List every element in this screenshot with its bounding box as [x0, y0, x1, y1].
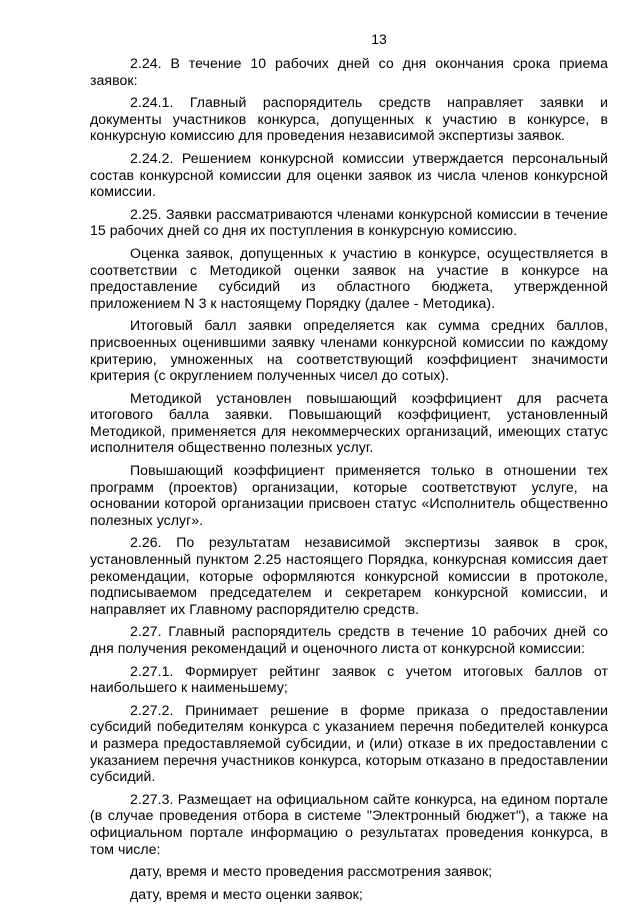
paragraph-2-27-2: 2.27.2. Принимает решение в форме приказа о предоставлении субсидий победителям конкурса с указанием перечня победителей конкурса и размера предоставляемой субсидии, и (или) отказе в их предоставлении с указанием перечня участников конкурса, которым отказано в предоставлении субсидий. — [90, 701, 608, 785]
paragraph-methodology-coefficient: Методикой установлен повышающий коэффициент для расчета итогового балла заявки. Повышающий коэффициент, установленный Методикой, применяется для некоммерческих организаций, имеющих статус исполнителя общественно полезных услуг. — [90, 389, 608, 456]
paragraph-2-27: 2.27. Главный распорядитель средств в течение 10 рабочих дней со дня получения рекомендаций и оценочного листа от конкурсной комиссии: — [90, 623, 608, 656]
paragraph-2-25: 2.25. Заявки рассматриваются членами конкурсной комиссии в течение 15 рабочих дней со дня их поступления в конкурсную комиссию. — [90, 205, 608, 239]
paragraph-evaluation: Оценка заявок, допущенных к участию в конкурсе, осуществляется в соответствии с Методикой оценки заявок на участие в конкурсе на предоставление субсидий из областного бюджета, утвержденной приложением N 3 к настоящему Порядку (далее - Методика). — [90, 244, 608, 311]
paragraph-coefficient-application: Повышающий коэффициент применяется только в отношении тех программ (проектов) организации, которые соответствуют услуге, на основании которой организации присвоен статус «Исполнитель общественно полезных услуг». — [90, 462, 608, 528]
list-item-evaluation-date: дату, время и место оценки заявок; — [130, 885, 363, 902]
paragraph-2-27-3: 2.27.3. Размещает на официальном сайте конкурса, на едином портале (в случае проведения отбора в системе "Электронный бюджет"), а также на официальном портале информацию о результатах проведения конкурса, в том числе: — [90, 790, 608, 857]
page-number: 13 — [371, 31, 387, 47]
paragraph-2-26: 2.26. По результатам независимой экспертизы заявок в срок, установленный пунктом 2.25 настоящего Порядка, конкурсная комиссия дает рекомендации, которые оформляются конкурсной комиссии в протоколе, подписываемом председателем и секретарем конкурсной комиссии, и направляет их Главному распорядителю средств. — [90, 534, 608, 617]
paragraph-2-24-1: 2.24.1. Главный распорядитель средств направляет заявки и документы участников конкурса, допущенных к участию в конкурсе, в конкурсную комиссию для проведения независимой экспертизы заявок. — [90, 94, 608, 144]
paragraph-2-24: 2.24. В течение 10 рабочих дней со дня окончания срока приема заявок: — [90, 55, 608, 88]
paragraph-final-score: Итоговый балл заявки определяется как сумма средних баллов, присвоенных оценившими заявку членами конкурсной комиссии по каждому критерию, умноженных на соответствующий коэффициент значимости критерия (с округлением полученных чисел до сотых). — [90, 317, 608, 384]
paragraph-2-27-1: 2.27.1. Формирует рейтинг заявок с учетом итоговых баллов от наибольшего к наименьшему; — [90, 662, 608, 696]
list-item-review-date: дату, время и место проведения рассмотрения заявок; — [130, 863, 493, 880]
paragraph-2-24-2: 2.24.2. Решением конкурсной комиссии утверждается персональный состав конкурсной комиссии для оценки заявок из числа членов конкурсной комиссии. — [90, 149, 608, 200]
